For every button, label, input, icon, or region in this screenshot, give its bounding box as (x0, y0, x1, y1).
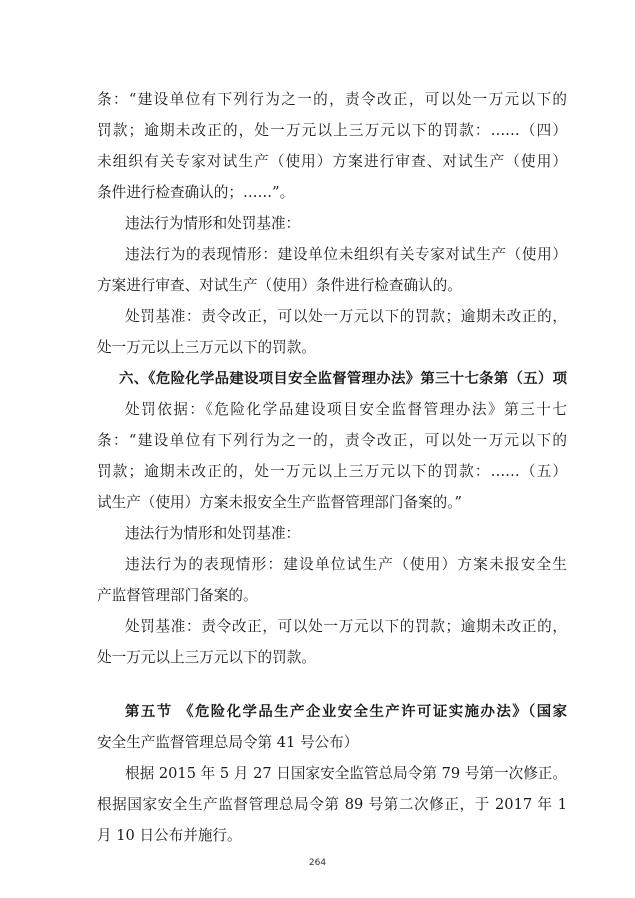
page-number: 264 (308, 858, 327, 868)
text-line: 条：“建设单位有下列行为之一的，责令改正，可以处一万元以下的 (97, 432, 567, 449)
text-line: 违法行为的表现情形：建设单位未组织有关专家对试生产（使用） (125, 246, 567, 263)
text-line: 根据 2015 年 5 月 27 日国家安全监管总局令第 79 号第一次修正。 (125, 765, 567, 782)
text-line: 未组织有关专家对试生产（使用）方案进行审查、对试生产（使用） (97, 153, 567, 170)
section-heading: 六、《危险化学品建设项目安全监督管理办法》第三十七条第（五）项 (119, 371, 567, 387)
text-line: 处罚基准：责令改正，可以处一万元以下的罚款；逾期未改正的， (125, 308, 567, 325)
text-line: 处一万元以上三万元以下的罚款。 (97, 339, 316, 356)
text-line: 违法行为情形和处罚基准： (125, 215, 301, 232)
text-line: 处一万元以上三万元以下的罚款。 (97, 649, 316, 666)
text-line: 产监督管理部门备案的。 (97, 587, 258, 604)
chapter-heading: 第五节 《危险化学品生产企业安全生产许可证实施办法》（国家 (125, 704, 567, 720)
text-line: 条：“建设单位有下列行为之一的，责令改正，可以处一万元以下的 (97, 91, 567, 108)
text-line: 试生产（使用）方案未报安全生产监督管理部门备案的。” (97, 494, 463, 511)
text-line: 处罚依据：《危险化学品建设项目安全监督管理办法》第三十七 (125, 401, 567, 418)
text-line: 方案进行审查、对试生产（使用）条件进行检查确认的。 (97, 277, 462, 294)
text-line: 罚款；逾期未改正的，处一万元以上三万元以下的罚款：……（四） (97, 122, 567, 139)
text-line: 月 10 日公布并施行。 (97, 827, 242, 844)
text-line: 罚款；逾期未改正的，处一万元以上三万元以下的罚款：……（五） (97, 463, 567, 480)
text-line: 违法行为的表现情形：建设单位试生产（使用）方案未报安全生 (125, 556, 567, 573)
chapter-heading-continued: 安全生产监督管理总局令第 41 号公布） (97, 734, 359, 751)
text-line: 条件进行检查确认的；……”。 (97, 184, 295, 201)
text-line: 处罚基准：责令改正，可以处一万元以下的罚款；逾期未改正的， (125, 618, 567, 635)
text-line: 根据国家安全生产监督管理总局令第 89 号第二次修正，于 2017 年 1 (97, 796, 567, 813)
text-line: 违法行为情形和处罚基准： (125, 525, 301, 542)
